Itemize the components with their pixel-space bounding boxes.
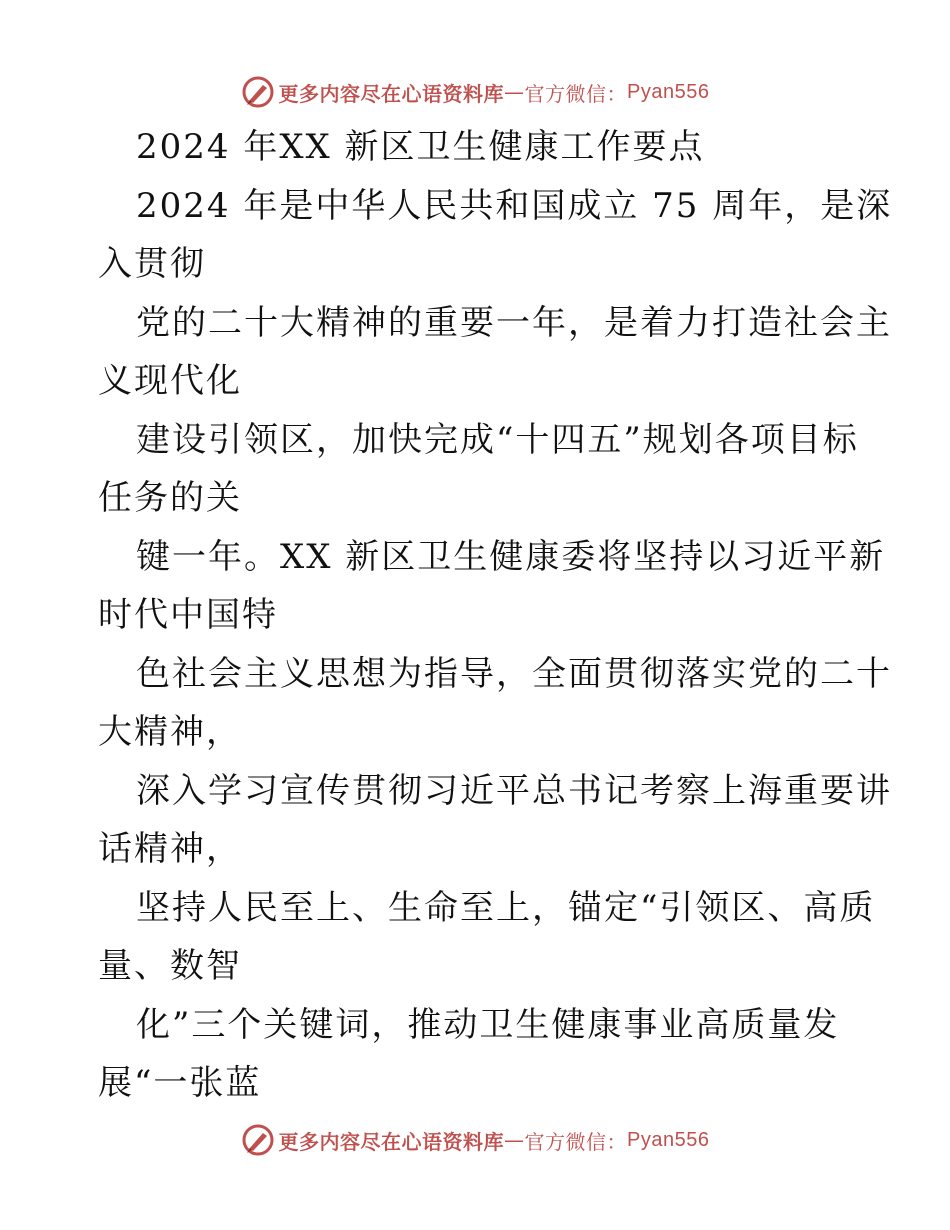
text-line: 大精神， — [98, 712, 242, 752]
watermark-dash: — — [504, 1128, 525, 1152]
watermark-header — [0, 72, 950, 112]
watermark-wechat-id: Pyan556 — [627, 1128, 710, 1151]
text-line: 党的二十大精神的重要一年，是着力打造社会主 — [136, 302, 892, 343]
watermark-wechat-id: Pyan556 — [627, 80, 710, 103]
text-line: 2024 年是中华人民共和国成立 75 周年，是深 — [136, 185, 893, 226]
text-line: 任务的关 — [98, 478, 242, 518]
text-line: 入贯彻 — [98, 244, 206, 284]
watermark-footer — [0, 1120, 950, 1160]
watermark-wechat-label: 官方微信： — [524, 1129, 628, 1154]
text-line: 化”三个关键词，推动卫生健康事业高质量发 — [136, 1004, 840, 1045]
text-line: 量、数智 — [98, 946, 242, 986]
document-body — [98, 118, 893, 1113]
text-line: 键一年。XX 新区卫生健康委将坚持以习近平新 — [136, 536, 886, 577]
text-line: 深入学习宣传贯彻习近平总书记考察上海重要讲 — [136, 770, 892, 811]
text-line: 义现代化 — [98, 361, 242, 401]
text-line: 时代中国特 — [98, 595, 278, 635]
watermark-wechat-label: 官方微信： — [524, 81, 628, 106]
watermark-title: 更多内容尽在心语资料库 — [278, 1129, 505, 1154]
text-line: 话精神， — [98, 829, 242, 869]
watermark-title: 更多内容尽在心语资料库 — [278, 81, 505, 106]
text-line: 展“一张蓝 — [98, 1063, 262, 1103]
text-line: 2024 年XX 新区卫生健康工作要点 — [136, 127, 705, 167]
watermark-dash: — — [504, 80, 525, 104]
pen-logo-icon — [241, 75, 275, 109]
text-line: 建设引领区，加快完成“十四五”规划各项目标 — [136, 419, 859, 460]
text-line: 色社会主义思想为指导，全面贯彻落实党的二十 — [136, 653, 892, 694]
text-line: 坚持人民至上、生命至上，锚定“引领区、高质 — [136, 887, 876, 928]
pen-logo-icon — [241, 1123, 275, 1157]
